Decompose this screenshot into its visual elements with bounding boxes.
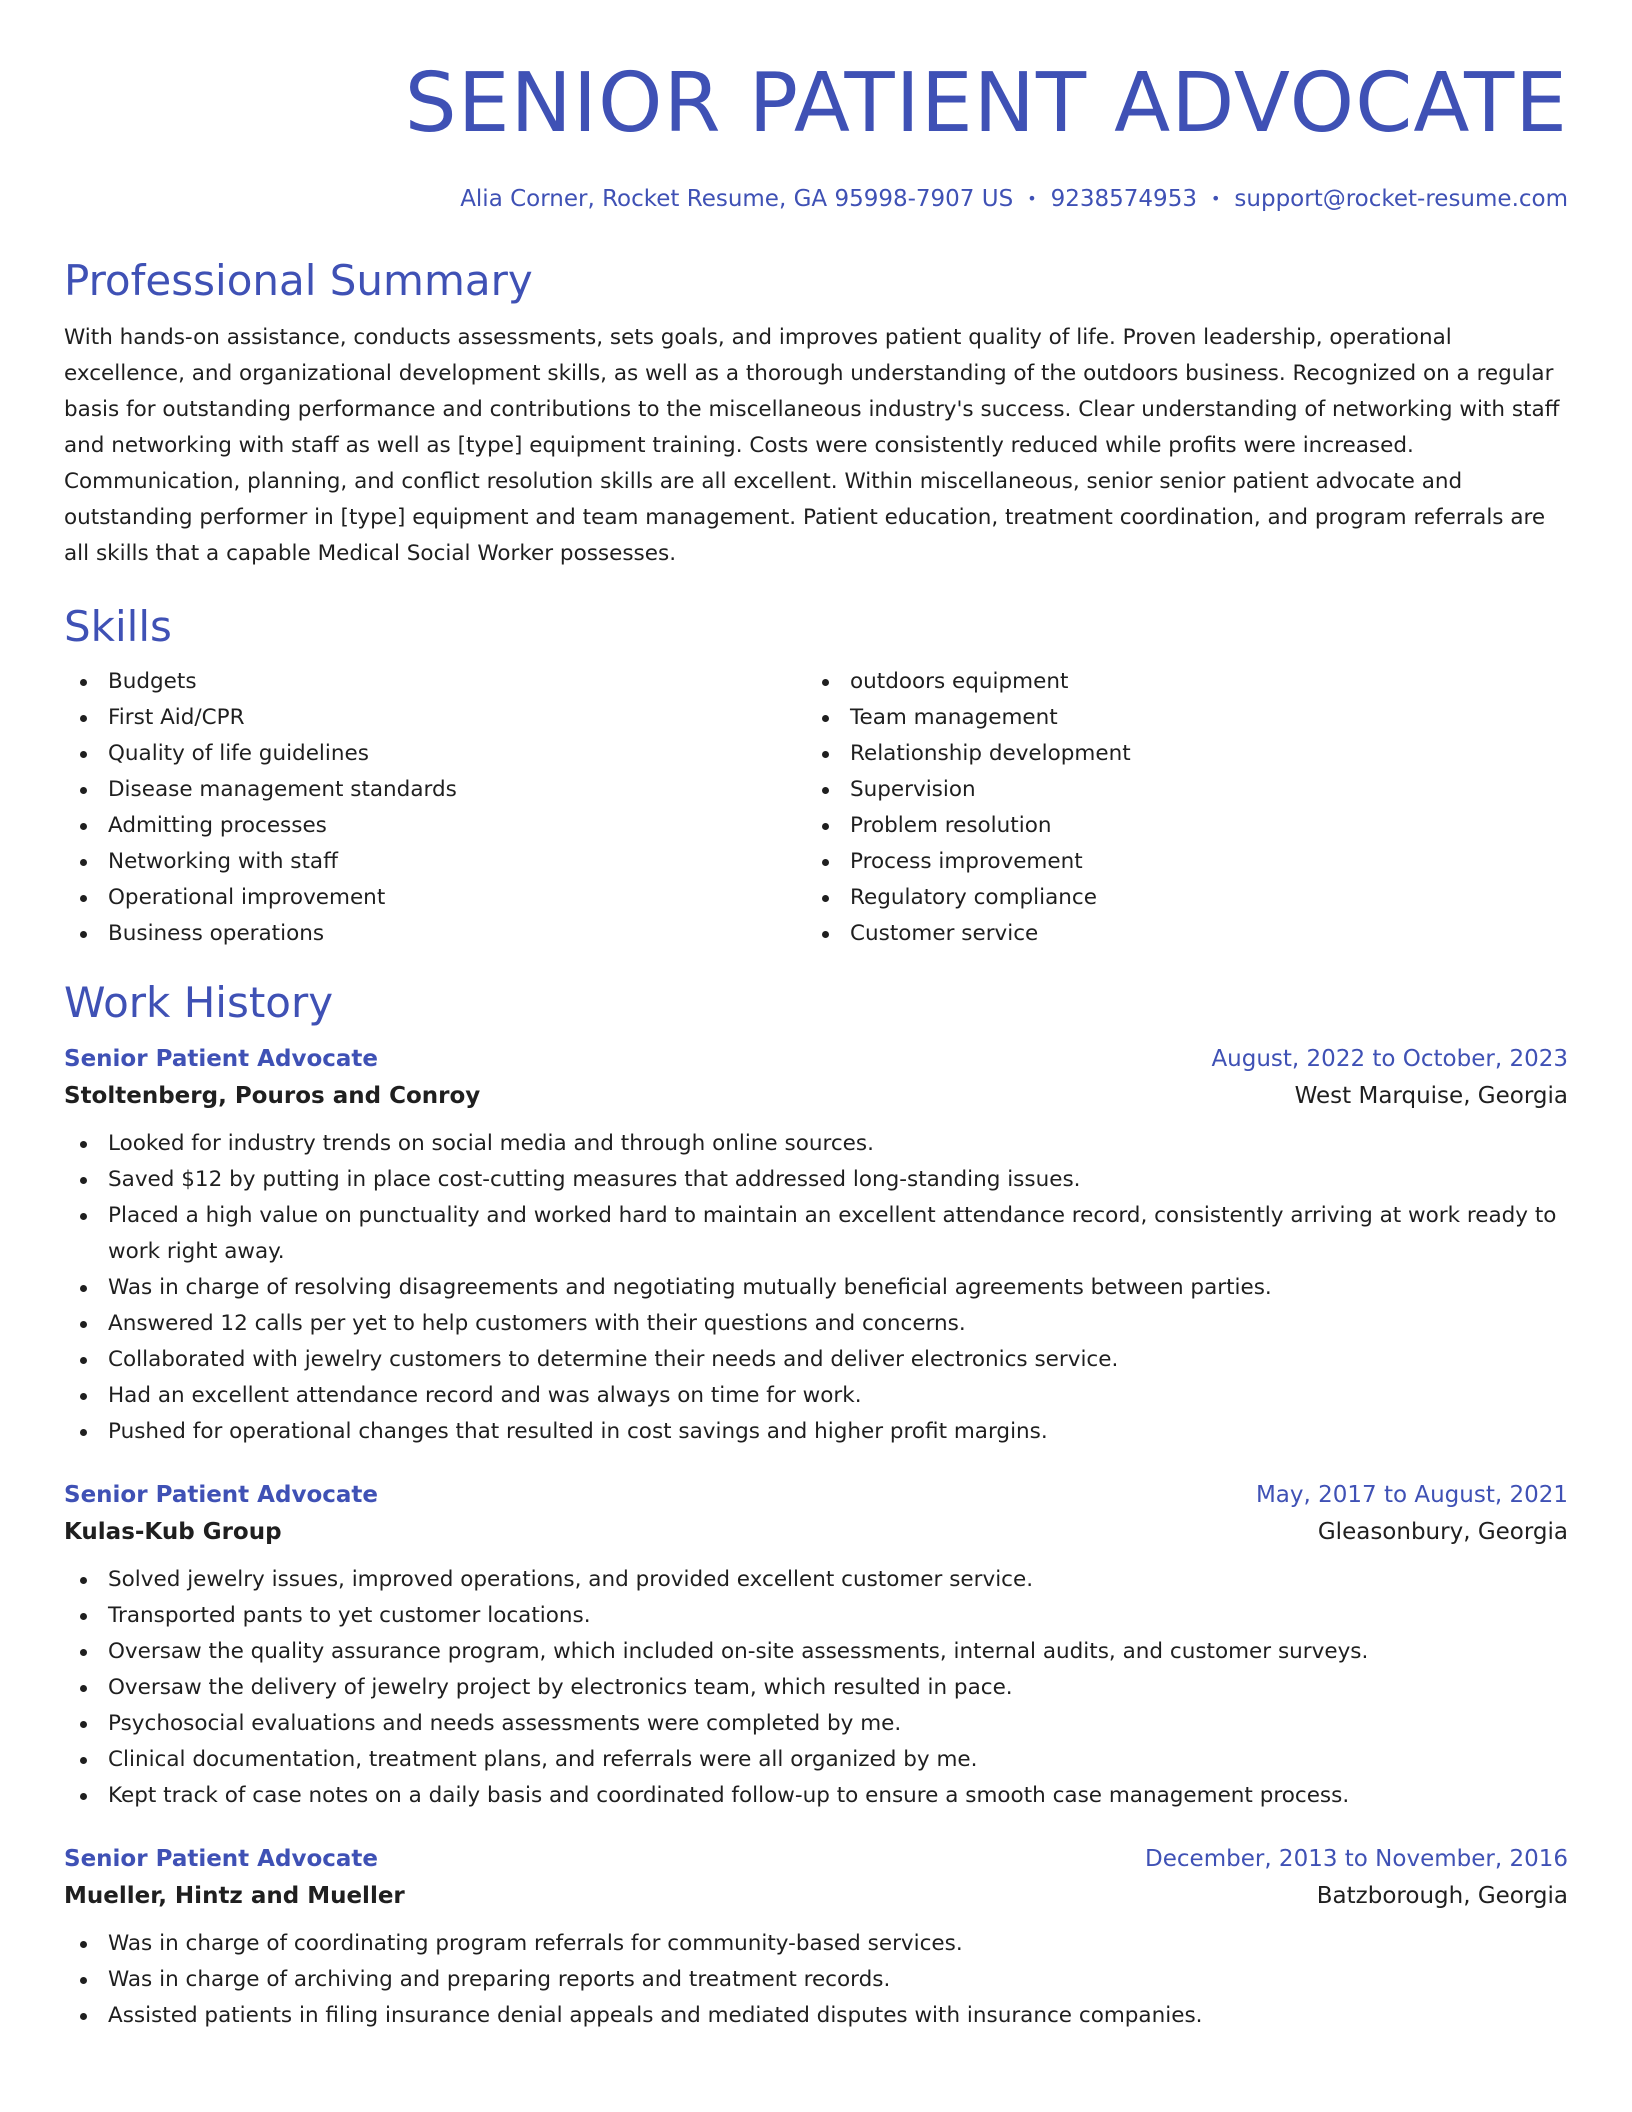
job-bullet: Oversaw the delivery of jewelry project by electronics team, which resulted in pace. (64, 1670, 1568, 1706)
summary-text: With hands-on assistance, conducts assessments, sets goals, and improves patient quality of life. Proven leadership, operational excellence, and organizational development skills, as well as a thorough understanding of the outdoors business. Recognized on a regular basis for outstanding performance and contributions to the miscellaneous industry's success. Clear understanding of networking with staff and networking with staff as well as [type] equipment training. Costs were consistently reduced while profits were increased. Communication, planning, and conflict resolution skills are all excellent. Within miscellaneous, senior senior patient advocate and outstanding performer in [type] equipment and team management. Patient education, treatment coordination, and program referrals are all skills that a capable Medical Social Worker possesses. (64, 325, 1560, 566)
skills-column-left (64, 664, 806, 952)
contact-phone: 9238574953 (1050, 186, 1197, 212)
job-bullet: Psychosocial evaluations and needs assessments were completed by me. (64, 1706, 1568, 1742)
job-bullet: Assisted patients in filing insurance denial appeals and mediated disputes with insurance companies. (64, 1998, 1568, 2034)
job-subheader (64, 1076, 1568, 1116)
job-company: Stoltenberg, Pouros and Conroy (64, 1083, 481, 1109)
skill-item: Operational improvement (64, 880, 806, 916)
job-location: Batzborough, Georgia (1316, 1883, 1568, 1909)
job-subheader (64, 1876, 1568, 1916)
job-bullets (64, 1926, 1568, 2034)
page-title: SENIOR PATIENT ADVOCATE (404, 56, 1568, 151)
contact-email: support@rocket-resume.com (1234, 186, 1568, 212)
job-bullet: Oversaw the quality assurance program, which included on-site assessments, internal audits, and customer surveys. (64, 1634, 1568, 1670)
job-location: Gleasonbury, Georgia (1317, 1519, 1568, 1545)
skill-item: Quality of life guidelines (64, 736, 806, 772)
job-dates: May, 2017 to August, 2021 (1255, 1482, 1568, 1508)
skill-item: Admitting processes (64, 808, 806, 844)
job-bullets (64, 1126, 1568, 1450)
job-bullets (64, 1562, 1568, 1814)
job-bullet: Was in charge of resolving disagreements and negotiating mutually beneficial agreements between parties. (64, 1270, 1568, 1306)
work-history-heading: Work History (64, 978, 334, 1027)
job-bullet: Clinical documentation, treatment plans, and referrals were all organized by me. (64, 1742, 1568, 1778)
job-company: Mueller, Hintz and Mueller (64, 1883, 405, 1909)
skill-item: outdoors equipment (806, 664, 1548, 700)
skill-item: Disease management standards (64, 772, 806, 808)
contact-separator: • (1210, 189, 1221, 208)
skill-item: Customer service (806, 916, 1548, 952)
job-subheader (64, 1512, 1568, 1552)
job-header (64, 1478, 1568, 1512)
skill-item: Team management (806, 700, 1548, 736)
skill-item: Regulatory compliance (806, 880, 1548, 916)
job-header (64, 1042, 1568, 1076)
job-bullet: Collaborated with jewelry customers to determine their needs and deliver electronics service. (64, 1342, 1568, 1378)
contact-line (64, 184, 1568, 214)
job-bullet: Had an excellent attendance record and was always on time for work. (64, 1378, 1568, 1414)
resume-page (64, 0, 1568, 2034)
job-bullet: Kept track of case notes on a daily basis and coordinated follow-up to ensure a smooth case management process. (64, 1778, 1568, 1814)
skills-column-right (806, 664, 1548, 952)
skill-item: Budgets (64, 664, 806, 700)
skill-item: Business operations (64, 916, 806, 952)
job-bullet: Looked for industry trends on social media and through online sources. (64, 1126, 1568, 1162)
job-bullet: Answered 12 calls per yet to help customers with their questions and concerns. (64, 1306, 1568, 1342)
job-entry (64, 1042, 1568, 1450)
skill-item: Problem resolution (806, 808, 1548, 844)
skills-heading: Skills (64, 602, 172, 651)
skill-item: Process improvement (806, 844, 1548, 880)
job-entry (64, 1842, 1568, 2034)
job-title: Senior Patient Advocate (64, 1482, 378, 1508)
job-bullet: Transported pants to yet customer locations. (64, 1598, 1568, 1634)
job-location: West Marquise, Georgia (1294, 1083, 1568, 1109)
job-dates: August, 2022 to October, 2023 (1211, 1046, 1568, 1072)
contact-separator: • (1027, 189, 1037, 208)
summary-heading: Professional Summary (64, 256, 533, 305)
contact-address: Alia Corner, Rocket Resume, GA 95998-7907 US (460, 186, 1014, 212)
job-header (64, 1842, 1568, 1876)
job-bullet: Pushed for operational changes that resulted in cost savings and higher profit margins. (64, 1414, 1568, 1450)
skills-list (64, 664, 1568, 952)
job-bullet: Was in charge of coordinating program referrals for community-based services. (64, 1926, 1568, 1962)
job-bullet: Saved $12 by putting in place cost-cutting measures that addressed long-standing issues. (64, 1162, 1568, 1198)
skill-item: Supervision (806, 772, 1548, 808)
job-company: Kulas-Kub Group (64, 1519, 282, 1545)
skill-item: Networking with staff (64, 844, 806, 880)
skill-item: Relationship development (806, 736, 1548, 772)
job-entry (64, 1478, 1568, 1814)
job-bullet: Solved jewelry issues, improved operations, and provided excellent customer service. (64, 1562, 1568, 1598)
job-bullet: Placed a high value on punctuality and worked hard to maintain an excellent attendance record, consistently arriving at work ready to work right away. (64, 1198, 1568, 1270)
job-title: Senior Patient Advocate (64, 1846, 378, 1872)
job-bullet: Was in charge of archiving and preparing reports and treatment records. (64, 1962, 1568, 1998)
job-title: Senior Patient Advocate (64, 1046, 378, 1072)
skill-item: First Aid/CPR (64, 700, 806, 736)
job-dates: December, 2013 to November, 2016 (1145, 1846, 1568, 1872)
